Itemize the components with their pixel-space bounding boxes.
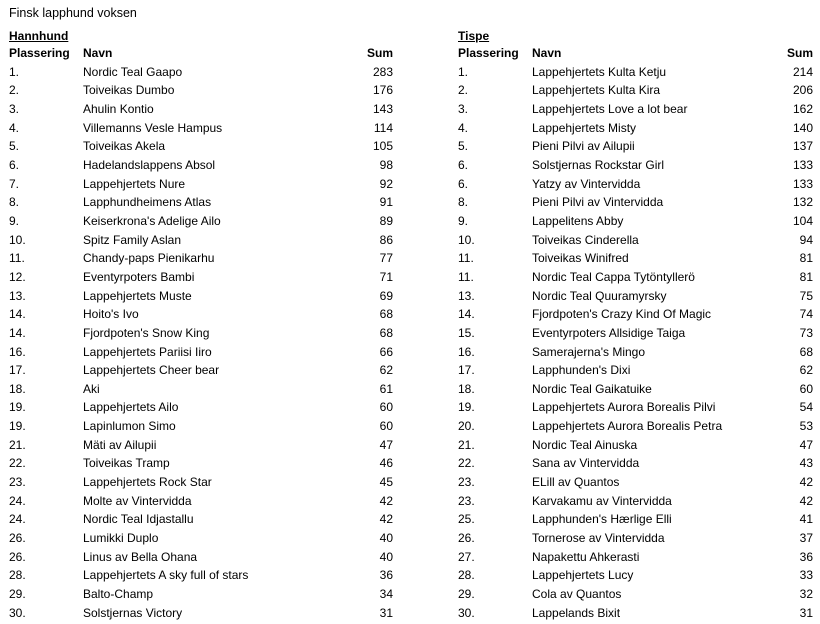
sum-cell: 132	[792, 195, 813, 210]
sum-cell: 74	[799, 307, 813, 322]
sum-cell: 75	[799, 288, 813, 303]
table-row	[458, 585, 815, 604]
table-row	[9, 63, 395, 82]
rank-cell: 13.	[458, 288, 475, 303]
dog-name-cell: Lappehjertets Pariisi Iiro	[83, 344, 212, 359]
table-row	[458, 324, 815, 343]
sum-cell: 214	[792, 64, 813, 79]
sum-cell: 114	[373, 120, 393, 135]
sum-cell: 42	[799, 475, 813, 490]
dog-name-cell: Yatzy av Vintervidda	[532, 176, 641, 191]
dog-name-cell: Hadelandslappens Absol	[83, 157, 216, 172]
dog-name-cell: Toiveikas Cinderella	[532, 232, 639, 247]
rank-cell: 4.	[9, 120, 20, 135]
rank-cell: 11.	[458, 269, 474, 284]
sum-cell: 37	[799, 531, 813, 546]
sum-cell: 94	[799, 232, 813, 247]
table-row	[9, 287, 395, 306]
dog-name-cell: Solstjernas Victory	[83, 605, 183, 620]
sum-column-header: Sum	[786, 46, 813, 60]
rank-cell: 20.	[458, 419, 475, 434]
sum-cell: 92	[379, 176, 393, 191]
dog-name-cell: Cola av Quantos	[532, 587, 622, 602]
table-row	[9, 81, 395, 100]
table-row	[458, 510, 815, 529]
rank-cell: 7.	[9, 176, 20, 191]
dog-name-cell: Nordic Teal Cappa Tytöntyllerö	[532, 269, 695, 284]
sum-cell: 68	[379, 325, 393, 340]
sum-cell: 31	[379, 605, 393, 620]
table-row	[458, 436, 815, 455]
rank-cell: 26.	[458, 531, 475, 546]
rank-cell: 11.	[9, 251, 25, 266]
dog-name-cell: Lumikki Duplo	[83, 531, 159, 546]
name-column-header: Navn	[532, 46, 562, 60]
table-row	[9, 175, 395, 194]
sum-cell: 36	[379, 568, 393, 583]
sum-cell: 61	[379, 381, 393, 396]
sum-cell: 77	[379, 251, 393, 266]
dog-name-cell: Lappehjertets Cheer bear	[83, 363, 220, 378]
rank-cell: 29.	[458, 587, 475, 602]
dog-name-cell: Lappehjertets Ailo	[83, 400, 179, 415]
table-row	[458, 454, 815, 473]
table-row	[9, 492, 395, 511]
table-row	[9, 324, 395, 343]
dog-name-cell: Eventyrpoters Bambi	[83, 269, 195, 284]
table-row	[9, 585, 395, 604]
sum-cell: 60	[799, 381, 813, 396]
dog-name-cell: Lappehjertets Muste	[83, 288, 192, 303]
rank-cell: 19.	[9, 400, 26, 415]
table-row	[458, 566, 815, 585]
dog-name-cell: Lappehjertets Rock Star	[83, 475, 212, 490]
rank-cell: 14.	[9, 307, 26, 322]
table-row	[458, 305, 815, 324]
sum-cell: 40	[379, 549, 393, 564]
sum-cell: 53	[799, 419, 813, 434]
sum-cell: 81	[799, 251, 813, 266]
rank-cell: 16.	[458, 344, 475, 359]
table-row	[458, 529, 815, 548]
sum-cell: 42	[379, 493, 393, 508]
table-row	[9, 529, 395, 548]
sum-cell: 81	[799, 269, 813, 284]
rank-cell: 4.	[458, 120, 469, 135]
sum-cell: 105	[372, 139, 393, 154]
table-row	[458, 231, 815, 250]
table-row	[458, 156, 815, 175]
table-row	[9, 566, 395, 585]
sum-cell: 34	[379, 587, 393, 602]
rank-cell: 23.	[458, 493, 475, 508]
table-row	[9, 268, 395, 287]
sum-cell: 41	[799, 512, 813, 527]
rank-cell: 9.	[458, 213, 469, 228]
table-row	[458, 119, 815, 138]
female-section	[458, 29, 815, 622]
sum-column-header: Sum	[366, 46, 393, 60]
sum-cell: 98	[379, 157, 393, 172]
rank-cell: 16.	[9, 344, 26, 359]
dog-name-cell: Napakettu Ahkerasti	[532, 549, 640, 564]
table-row	[458, 268, 815, 287]
rank-cell: 26.	[9, 549, 26, 564]
sum-cell: 71	[379, 269, 393, 284]
rank-cell: 5.	[9, 139, 20, 154]
dog-name-cell: Linus av Bella Ohana	[83, 549, 198, 564]
rank-cell: 30.	[9, 605, 26, 620]
sum-cell: 68	[379, 307, 393, 322]
dog-name-cell: Hoito's Ivo	[83, 307, 139, 322]
rank-cell: 23.	[9, 475, 26, 490]
dog-name-cell: Lappehjertets Love a lot bear	[532, 101, 688, 116]
table-row	[458, 212, 815, 231]
sum-cell: 42	[799, 493, 813, 508]
table-row	[458, 100, 815, 119]
table-row	[9, 193, 395, 212]
sum-cell: 46	[379, 456, 393, 471]
table-row	[9, 417, 395, 436]
sum-cell: 32	[799, 587, 813, 602]
rank-cell: 21.	[458, 437, 475, 452]
dog-name-cell: Lappehjertets Kulta Ketju	[532, 64, 667, 79]
table-row	[9, 212, 395, 231]
rank-cell: 5.	[458, 139, 469, 154]
dog-name-cell: Villemanns Vesle Hampus	[83, 120, 223, 135]
rank-cell: 19.	[9, 419, 26, 434]
table-row	[9, 305, 395, 324]
dog-name-cell: Lappehjertets Misty	[532, 120, 637, 135]
sum-cell: 86	[379, 232, 393, 247]
dog-name-cell: Lappehjertets Aurora Borealis Pilvi	[532, 400, 716, 415]
table-row	[458, 380, 815, 399]
dog-name-cell: Nordic Teal Quuramyrsky	[532, 288, 667, 303]
rank-cell: 17.	[458, 363, 475, 378]
dog-name-cell: Aki	[83, 381, 100, 396]
table-row	[9, 156, 395, 175]
rank-cell: 27.	[458, 549, 475, 564]
table-row	[458, 193, 815, 212]
sum-cell: 62	[799, 363, 813, 378]
rank-cell: 17.	[9, 363, 26, 378]
rank-cell: 1.	[458, 64, 469, 79]
sum-cell: 162	[792, 101, 813, 116]
table-row	[9, 231, 395, 250]
table-row	[458, 473, 815, 492]
dog-name-cell: Ahulin Kontio	[83, 101, 154, 116]
male-section-title: Hannhund	[9, 29, 69, 43]
female-ranking-table	[458, 44, 815, 622]
rank-cell: 15.	[458, 325, 475, 340]
sum-cell: 143	[372, 101, 393, 116]
table-row	[458, 548, 815, 567]
dog-name-cell: Balto-Champ	[83, 587, 154, 602]
dog-name-cell: Lappehjertets Lucy	[532, 568, 634, 583]
rank-cell: 24.	[9, 493, 26, 508]
dog-name-cell: Samerajerna's Mingo	[532, 344, 646, 359]
sum-cell: 140	[792, 120, 813, 135]
name-column-header: Navn	[83, 46, 113, 60]
dog-name-cell: Pieni Pilvi av Ailupii	[532, 139, 635, 154]
page-title: Finsk lapphund voksen	[9, 6, 137, 20]
sum-cell: 62	[379, 363, 393, 378]
sum-cell: 47	[799, 437, 813, 452]
dog-name-cell: Lapphundheimens Atlas	[83, 195, 212, 210]
dog-name-cell: Fjordpoten's Snow King	[83, 325, 210, 340]
sum-cell: 43	[799, 456, 813, 471]
sum-cell: 104	[792, 213, 813, 228]
dog-name-cell: Lappehjertets A sky full of stars	[83, 568, 249, 583]
dog-name-cell: Fjordpoten's Crazy Kind Of Magic	[532, 307, 712, 322]
table-row	[9, 454, 395, 473]
rank-cell: 12.	[9, 269, 26, 284]
table-row	[9, 343, 395, 362]
sum-cell: 31	[799, 605, 813, 620]
dog-name-cell: Lappehjertets Kulta Kira	[532, 83, 661, 98]
sum-cell: 89	[379, 213, 393, 228]
rank-cell: 25.	[458, 512, 475, 527]
table-header-row	[458, 44, 815, 63]
dog-name-cell: Chandy-paps Pienikarhu	[83, 251, 215, 266]
dog-name-cell: Lappehjertets Nure	[83, 176, 186, 191]
dog-name-cell: Lappelitens Abby	[532, 213, 624, 228]
table-row	[9, 436, 395, 455]
sum-cell: 133	[792, 157, 813, 172]
rank-cell: 3.	[458, 101, 469, 116]
dog-name-cell: Lappelands Bixit	[532, 605, 621, 620]
rank-cell: 10.	[9, 232, 26, 247]
rank-cell: 18.	[9, 381, 26, 396]
table-row	[458, 492, 815, 511]
rank-cell: 29.	[9, 587, 26, 602]
rank-cell: 9.	[9, 213, 20, 228]
rank-cell: 28.	[458, 568, 475, 583]
rank-cell: 21.	[9, 437, 26, 452]
dog-name-cell: Sana av Vintervidda	[532, 456, 640, 471]
rank-cell: 22.	[458, 456, 475, 471]
rank-cell: 22.	[9, 456, 26, 471]
female-section-title: Tispe	[458, 29, 490, 43]
rank-cell: 13.	[9, 288, 26, 303]
male-ranking-rows	[9, 63, 395, 623]
dog-name-cell: ELill av Quantos	[532, 475, 620, 490]
sum-cell: 133	[792, 176, 813, 191]
dog-name-cell: Karvakamu av Vintervidda	[532, 493, 672, 508]
sum-cell: 47	[379, 437, 393, 452]
sum-cell: 69	[379, 288, 393, 303]
dog-name-cell: Toiveikas Akela	[83, 139, 166, 154]
dog-name-cell: Tornerose av Vintervidda	[532, 531, 665, 546]
table-row	[9, 380, 395, 399]
table-row	[458, 137, 815, 156]
rank-cell: 6.	[9, 157, 20, 172]
rank-column-header: Plassering	[458, 46, 519, 60]
dog-name-cell: Pieni Pilvi av Vintervidda	[532, 195, 664, 210]
female-ranking-rows	[458, 63, 815, 623]
rank-cell: 26.	[9, 531, 26, 546]
table-row	[9, 398, 395, 417]
dog-name-cell: Spitz Family Aslan	[83, 232, 182, 247]
table-row	[9, 548, 395, 567]
table-row	[9, 604, 395, 623]
sum-cell: 36	[799, 549, 813, 564]
sum-cell: 137	[792, 139, 813, 154]
table-row	[9, 249, 395, 268]
table-row	[458, 398, 815, 417]
sum-cell: 33	[799, 568, 813, 583]
dog-name-cell: Lappehjertets Aurora Borealis Petra	[532, 419, 723, 434]
dog-name-cell: Nordic Teal Gaikatuike	[532, 381, 652, 396]
rank-cell: 19.	[458, 400, 475, 415]
table-row	[9, 510, 395, 529]
dog-name-cell: Toiveikas Dumbo	[83, 83, 175, 98]
table-row	[458, 249, 815, 268]
rank-cell: 14.	[458, 307, 475, 322]
rank-cell: 1.	[9, 64, 20, 79]
sum-cell: 54	[799, 400, 813, 415]
sum-cell: 206	[792, 83, 813, 98]
rank-cell: 11.	[458, 251, 474, 266]
rank-cell: 28.	[9, 568, 26, 583]
rank-cell: 2.	[458, 83, 469, 98]
dog-name-cell: Nordic Teal Idjastallu	[83, 512, 194, 527]
table-row	[458, 175, 815, 194]
dog-name-cell: Toiveikas Winifred	[532, 251, 629, 266]
table-row	[458, 361, 815, 380]
table-row	[458, 63, 815, 82]
dog-name-cell: Solstjernas Rockstar Girl	[532, 157, 665, 172]
sum-cell: 60	[379, 419, 393, 434]
rank-cell: 3.	[9, 101, 20, 116]
table-row	[458, 604, 815, 623]
table-row	[9, 361, 395, 380]
table-row	[9, 119, 395, 138]
rank-cell: 6.	[458, 157, 469, 172]
rank-cell: 2.	[9, 83, 20, 98]
rank-cell: 8.	[9, 195, 20, 210]
male-section	[9, 29, 395, 622]
table-header-row	[9, 44, 395, 63]
rank-cell: 14.	[9, 325, 26, 340]
rank-cell: 10.	[458, 232, 475, 247]
sum-cell: 60	[379, 400, 393, 415]
dog-name-cell: Eventyrpoters Allsidige Taiga	[532, 325, 686, 340]
dog-name-cell: Toiveikas Tramp	[83, 456, 170, 471]
rank-cell: 8.	[458, 195, 469, 210]
male-ranking-table	[9, 44, 395, 622]
rank-column-header: Plassering	[9, 46, 70, 60]
rank-cell: 6.	[458, 176, 469, 191]
rank-cell: 24.	[9, 512, 26, 527]
table-row	[458, 343, 815, 362]
rank-cell: 30.	[458, 605, 475, 620]
sum-cell: 91	[379, 195, 393, 210]
sum-cell: 283	[372, 64, 393, 79]
sum-cell: 73	[799, 325, 813, 340]
dog-name-cell: Mäti av Ailupii	[83, 437, 157, 452]
dog-name-cell: Lapinlumon Simo	[83, 419, 176, 434]
rank-cell: 18.	[458, 381, 475, 396]
rank-cell: 23.	[458, 475, 475, 490]
table-row	[9, 473, 395, 492]
dog-name-cell: Nordic Teal Gaapo	[83, 64, 183, 79]
table-row	[9, 137, 395, 156]
sum-cell: 42	[379, 512, 393, 527]
sum-cell: 45	[379, 475, 393, 490]
sum-cell: 68	[799, 344, 813, 359]
table-row	[458, 81, 815, 100]
sum-cell: 40	[379, 531, 393, 546]
table-row	[458, 417, 815, 436]
dog-name-cell: Keiserkrona's Adelige Ailo	[83, 213, 221, 228]
sum-cell: 66	[379, 344, 393, 359]
dog-name-cell: Nordic Teal Ainuska	[532, 437, 638, 452]
sum-cell: 176	[372, 83, 393, 98]
dog-name-cell: Molte av Vintervidda	[83, 493, 192, 508]
table-row	[9, 100, 395, 119]
dog-name-cell: Lapphunden's Dixi	[532, 363, 631, 378]
table-row	[458, 287, 815, 306]
dog-name-cell: Lapphunden's Hærlige Elli	[532, 512, 672, 527]
